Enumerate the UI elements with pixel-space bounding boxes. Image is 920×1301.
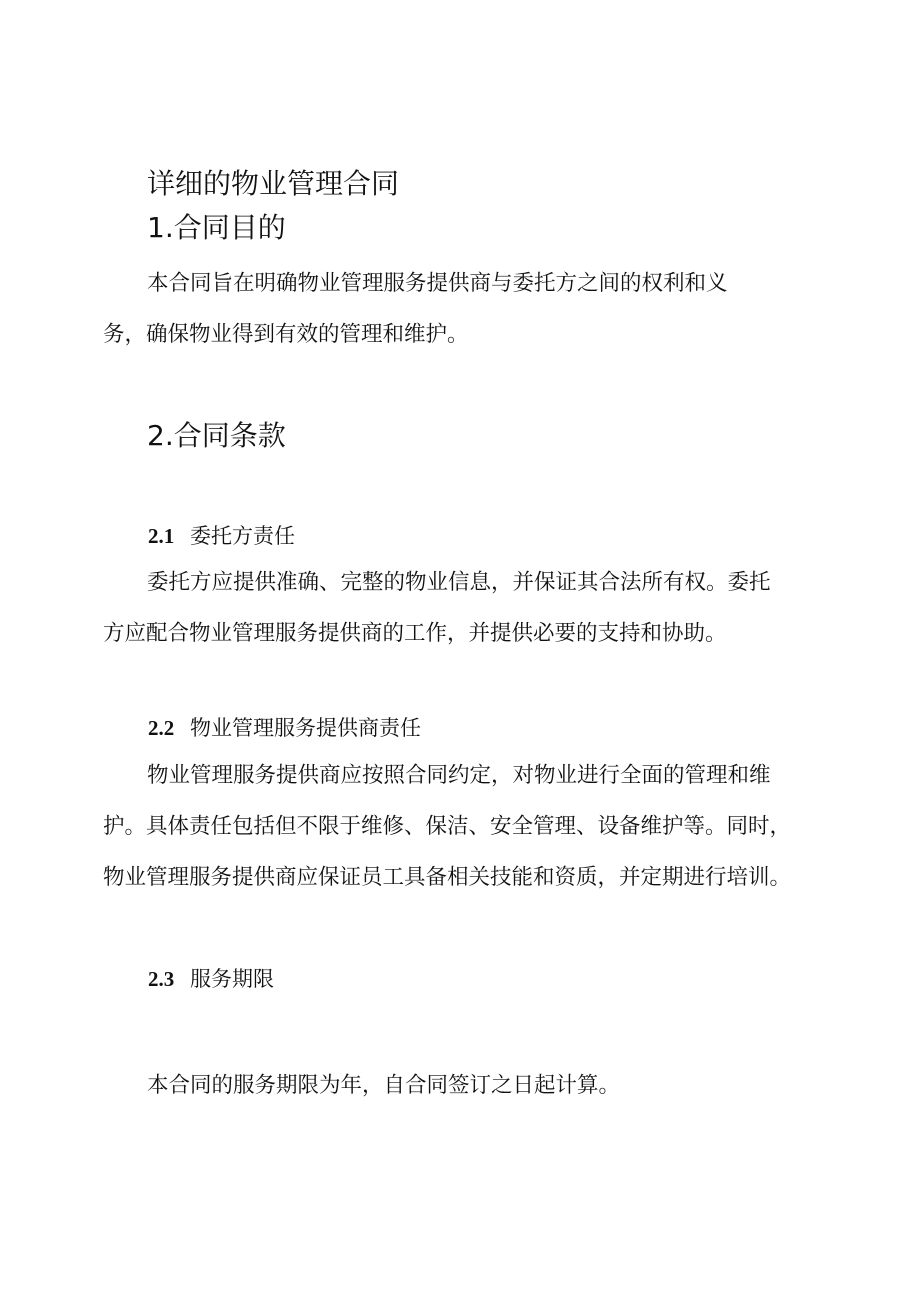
paragraph-line: 物业管理服务提供商应保证员工具备相关技能和资质，并定期进行培训。: [103, 865, 792, 890]
paragraph-line: 物业管理服务提供商应按照合同约定，对物业进行全面的管理和维: [147, 763, 771, 788]
subsection-title: 服务期限: [190, 967, 274, 991]
subsection-heading-provider: [148, 712, 421, 744]
subsection-heading-client: [148, 520, 295, 552]
paragraph-line: 务，确保物业得到有效的管理和维护。: [103, 322, 469, 347]
section-purpose-body: [103, 258, 823, 360]
subsection-number: 2.1: [148, 524, 175, 548]
subsection-term-body: [103, 1060, 823, 1111]
section-heading-terms: 2.合同条款: [147, 419, 286, 452]
subsection-provider-body: [103, 750, 823, 903]
subsection-title: 物业管理服务提供商责任: [190, 716, 421, 740]
subsection-number: 2.3: [148, 967, 175, 991]
subsection-number: 2.2: [148, 716, 175, 740]
paragraph-line: 委托方应提供准确、完整的物业信息，并保证其合法所有权。委托: [147, 570, 771, 595]
subsection-title: 委托方责任: [190, 524, 295, 548]
document-title: 详细的物业管理合同: [147, 167, 400, 200]
paragraph-line: 护。具体责任包括但不限于维修、保洁、安全管理、设备维护等。同时，: [103, 814, 792, 839]
paragraph-line: 本合同旨在明确物业管理服务提供商与委托方之间的权利和义: [147, 271, 728, 296]
paragraph-line: 方应配合物业管理服务提供商的工作，并提供必要的支持和协助。: [103, 621, 727, 646]
subsection-heading-term: [148, 963, 274, 995]
paragraph-line: 本合同的服务期限为年，自合同签订之日起计算。: [147, 1073, 621, 1098]
section-heading-purpose: 1.合同目的: [147, 211, 286, 244]
subsection-client-body: [103, 557, 823, 659]
